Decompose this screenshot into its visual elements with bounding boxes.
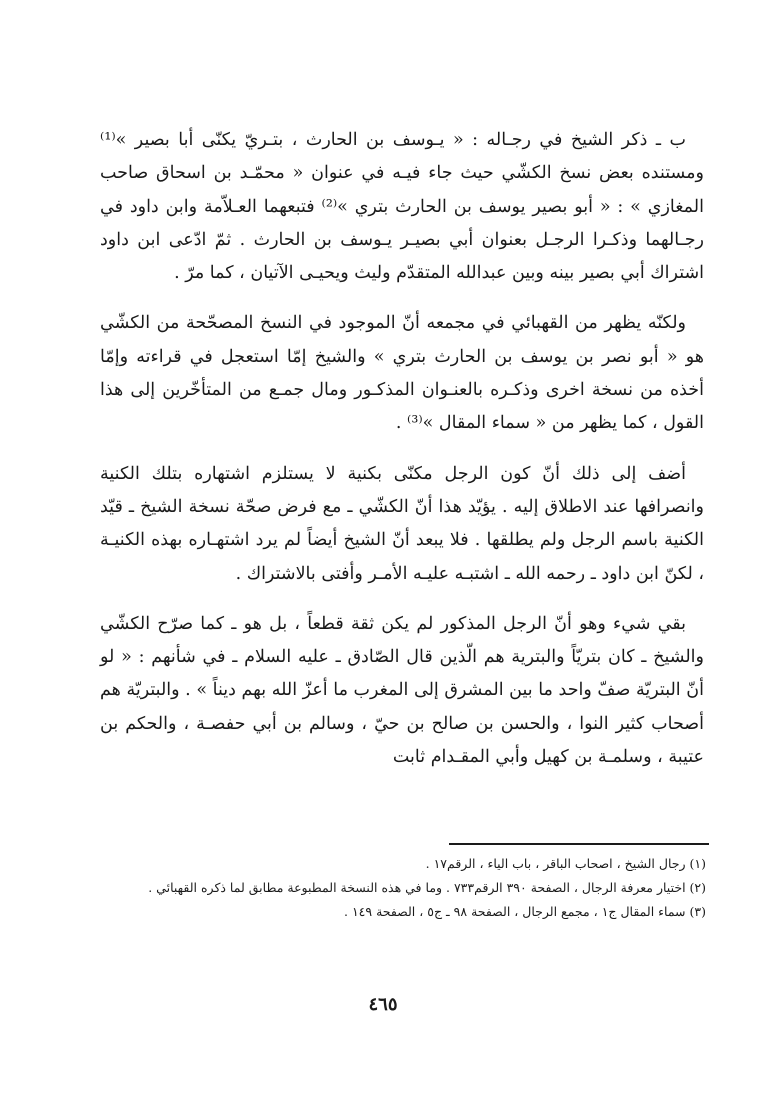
footnote-divider	[449, 843, 709, 845]
page-number: ٤٦٥	[368, 994, 398, 1015]
paragraph-3: أضف إلى ذلك أنّ كون الرجل مكنّى بكنية لا يستلزم اشتهاره بتلك الكنية وانصرافها عند الاطلاق إليه . يؤيّد هذا أنّ الكشّي ـ مع فرض صحّة نسخة الشيخ ـ قيّد الكنية باسم الرجل ولم يطلقها . فلا يبعد أنّ الشيخ أيضاً لم يرد اشتهـاره بهذه الكنيـة ، لكنّ ابن داود ـ رحمه الله ـ اشتبـه عليـه الأمـر وأفتى بالاشتراك .	[100, 463, 704, 584]
main-text	[100, 124, 704, 774]
footnote-2: (٢) اختيار معرفة الرجال ، الصفحة ٣٩٠ الرقم٧٣٣ . وما في هذه النسخة المطبوعة مطابق لما ذكره القهبائي .	[148, 880, 706, 895]
footnote-1: (١) رجال الشيخ ، اصحاب الباقر ، باب الياء ، الرقم١٧ .	[425, 856, 706, 871]
footnote-3: (٣) سماء المقال ج١ ، مجمع الرجال ، الصفحة ٩٨ ـ ج٥ ، الصفحة ١٤٩ .	[343, 904, 706, 919]
paragraph-2: ولكنّه يظهر من القهبائي في مجمعه أنّ الموجود في النسخ المصحّحة من الكشّي هو « أبو نصر بن يوسف بن الحارث بتري » والشيخ إمّا استعجل في قراءته وإمّا أخذه من نسخة اخرى وذكـره بالعنـوان المذكـور ومال جمـع من المتأخّرين إلى هذا القول ، كما يظهر من « سماء المقال »⁽³⁾ .	[100, 313, 704, 434]
paragraph-4: بقي شيء وهو أنّ الرجل المذكور لم يكن ثقة قطعاً ، بل هو ـ كما صرّح الكشّي والشيخ ـ كان بتريّاً والبترية هم الّذين قال الصّادق ـ عليه السلام ـ في شأنهم : « لو أنّ البتريّة صفّ واحد ما بين المشرق إلى المغرب ما أعزّ الله بهم ديناً » . والبتريّة هم أصحاب كثير النوا ، والحسن بن صالح بن حيّ ، وسالم بن أبي حفصـة ، والحكم بن عتيبة ، وسلمـة بن كهيل وأبي المقـدام ثابت	[100, 613, 704, 768]
paragraph-1: ب ـ ذكر الشيخ في رجـاله : « يـوسف بن الحارث ، بتـريّ يكنّى أبا بصير »⁽¹⁾ ومستنده بعض نسخ الكشّي حيث جاء فيـه في عنوان « محمّـد بن اسحاق صاحب المغازي » : « أبو بصير يوسف بن الحارث بتري »⁽²⁾ فتبعهما العـلاّمة وابن داود في رجـالهما وذكـرا الرجـل بعنوان أبي بصيـر يـوسف بن الحارث . ثمّ ادّعى ابن داود اشتراك أبي بصير بينه وبين عبدالله المتقدّم وليث ويحيـى الآتيان ، كما مرّ .	[100, 130, 704, 284]
footnotes	[98, 852, 706, 924]
